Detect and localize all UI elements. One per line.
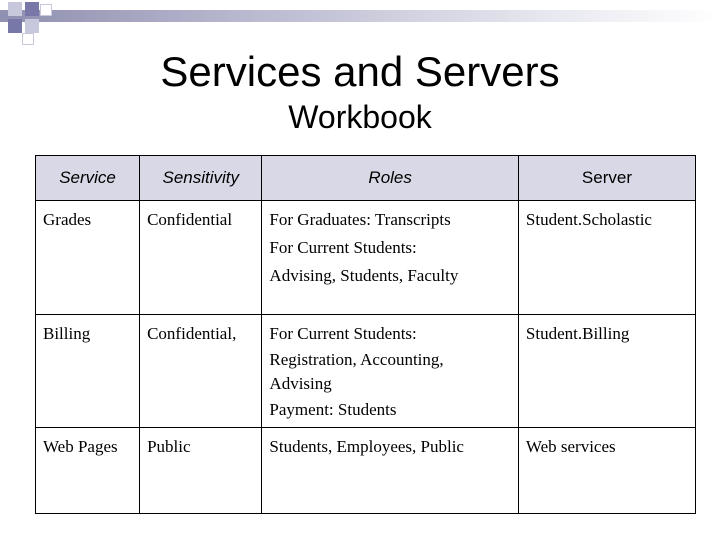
role-line: For Current Students: <box>269 324 417 343</box>
decorative-square <box>25 2 39 16</box>
roles-cell <box>262 428 518 514</box>
slide-title: Services and Servers <box>160 48 560 95</box>
services-table <box>35 155 696 514</box>
column-header-roles: Roles <box>262 156 518 201</box>
decorative-header-bar <box>0 10 720 22</box>
role-line: Advising <box>269 374 332 393</box>
roles-cell <box>262 201 518 315</box>
sensitivity-cell: Public <box>140 428 262 514</box>
column-header-service: Service <box>36 156 140 201</box>
service-cell: Web Pages <box>36 428 140 514</box>
server-cell: Student.Scholastic <box>518 201 695 315</box>
service-cell: Grades <box>36 201 140 315</box>
column-header-sensitivity: Sensitivity <box>140 156 262 201</box>
role-line: Advising, Students, Faculty <box>269 266 459 285</box>
role-line: For Current Students: <box>269 238 417 257</box>
sensitivity-cell: Confidential, <box>140 315 262 428</box>
role-line: For Graduates: Transcripts <box>269 210 451 229</box>
server-cell: Web services <box>518 428 695 514</box>
server-cell: Student.Billing <box>518 315 695 428</box>
roles-cell <box>262 315 518 428</box>
table-row <box>36 201 696 315</box>
sensitivity-cell: Confidential <box>140 201 262 315</box>
role-line: Registration, Accounting, <box>269 350 444 369</box>
decorative-square <box>25 19 39 33</box>
table-row <box>36 428 696 514</box>
slide-subtitle: Workbook <box>288 99 432 135</box>
service-cell: Billing <box>36 315 140 428</box>
role-line: Students, Employees, Public <box>269 437 464 456</box>
role-line: Payment: Students <box>269 400 397 419</box>
decorative-square <box>8 2 22 16</box>
decorative-square <box>22 33 34 45</box>
decorative-square <box>40 4 52 16</box>
table-row <box>36 315 696 428</box>
table-header-row <box>36 156 696 201</box>
decorative-square <box>8 19 22 33</box>
column-header-server: Server <box>518 156 695 201</box>
